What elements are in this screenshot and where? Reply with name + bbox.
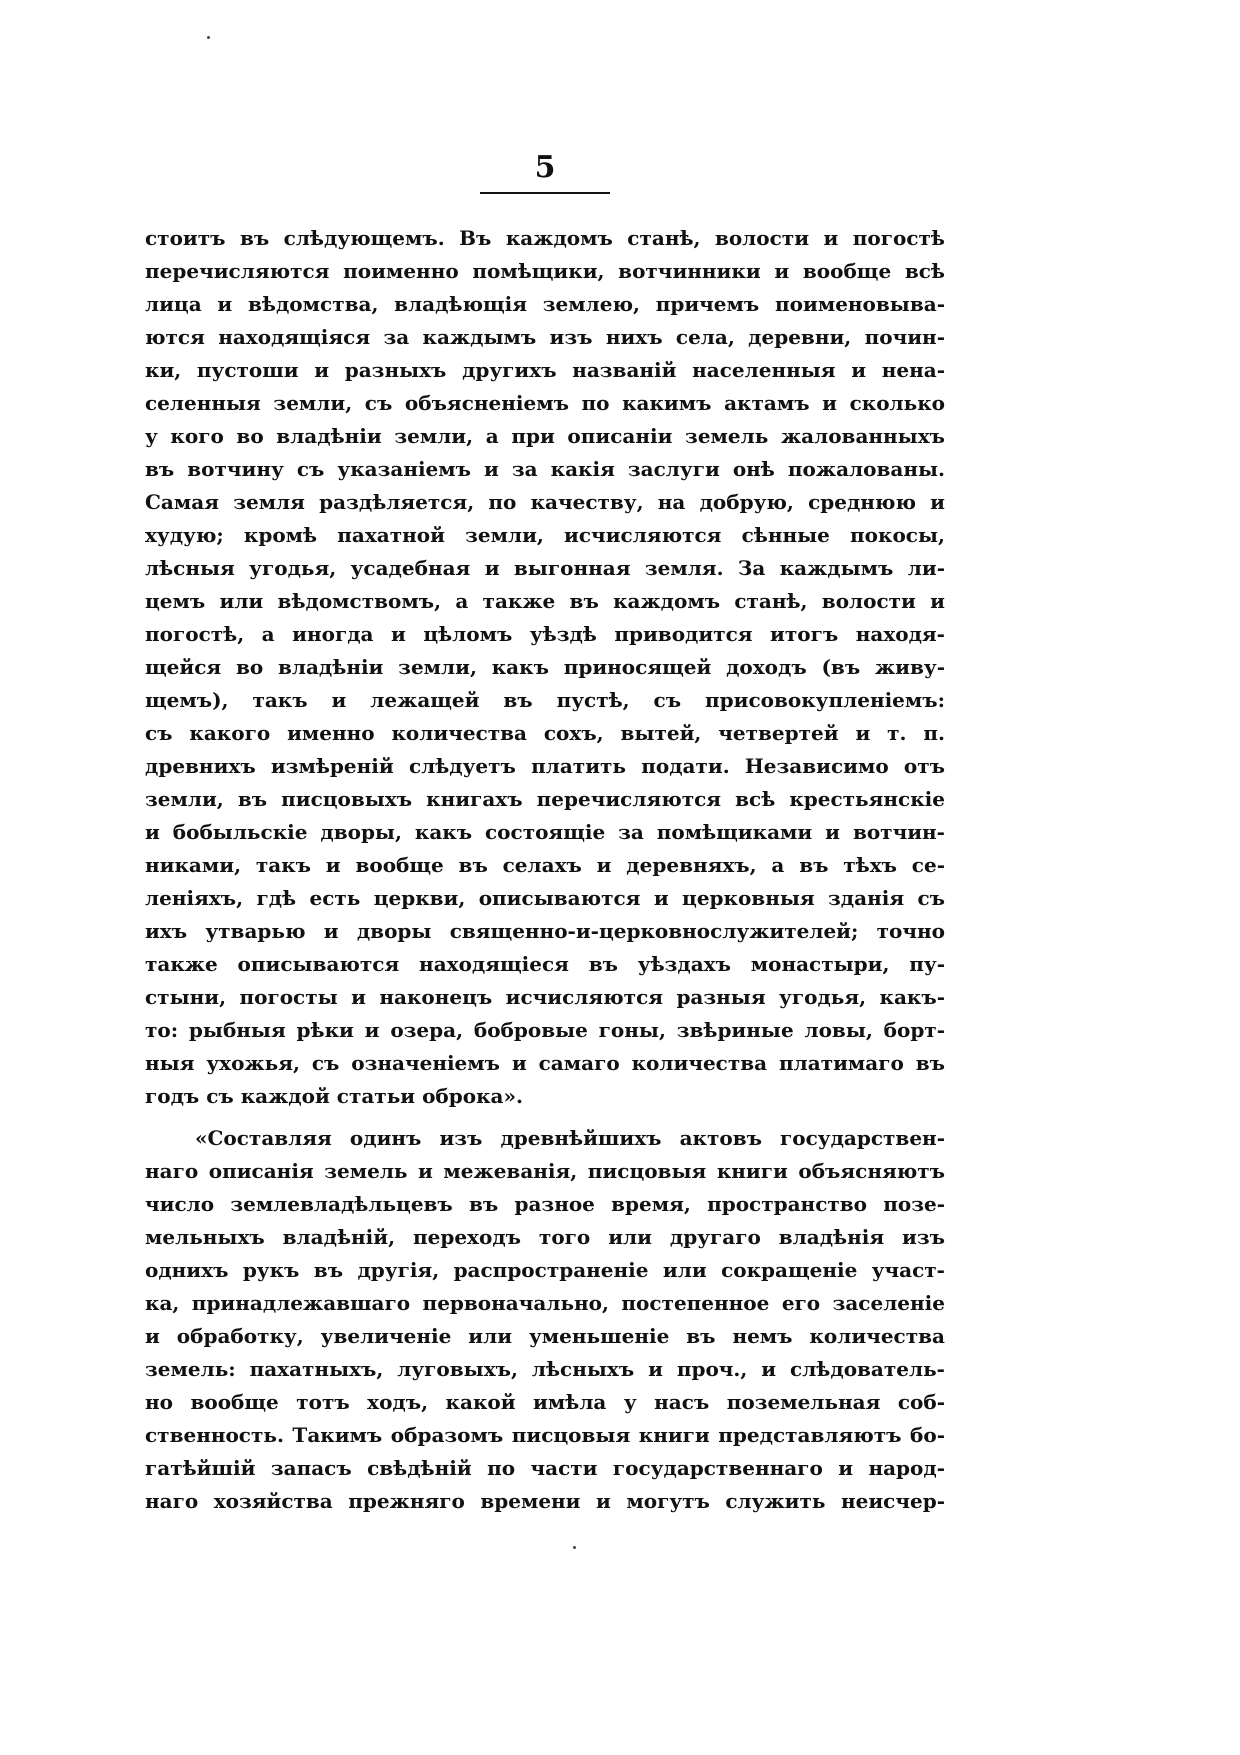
paragraph-1 — [145, 222, 945, 1113]
text-line: ются находящіяся за каждымъ изъ нихъ села, деревни, почин- — [145, 325, 945, 349]
text-line: щемъ), такъ и лежащей въ пустѣ, съ присовокупленіемъ: — [145, 688, 945, 712]
text-line: худую; кромѣ пахатной земли, исчисляются сѣнные покосы, — [145, 523, 945, 547]
text-line: древнихъ измѣреній слѣдуетъ платить подати. Независимо отъ — [145, 754, 945, 778]
text-line: наго хозяйства прежняго времени и могутъ служить неисчер- — [145, 1489, 945, 1513]
text-line: лѣсныя угодья, усадебная и выгонная земля. За каждымъ ли- — [145, 556, 945, 580]
text-line: стоитъ въ слѣдующемъ. Въ каждомъ станѣ, волости и погостѣ — [145, 226, 945, 250]
text-line: никами, такъ и вообще въ селахъ и деревняхъ, а въ тѣхъ се- — [145, 853, 945, 877]
text-line: ственность. Такимъ образомъ писцовыя книги представляютъ бо- — [145, 1423, 945, 1447]
print-speck — [207, 36, 210, 39]
text-line: леніяхъ, гдѣ есть церкви, описываются и церковныя зданія съ — [145, 886, 945, 910]
text-line: цемъ или вѣдомствомъ, а также въ каждомъ станѣ, волости и — [145, 589, 945, 613]
page-number: 5 — [534, 150, 556, 185]
body-text — [145, 222, 945, 1518]
text-line: ихъ утварью и дворы священно-и-церковнослужителей; точно — [145, 919, 945, 943]
text-line: Самая земля раздѣляется, по качеству, на добрую, среднюю и — [145, 490, 945, 514]
text-line: стыни, погосты и наконецъ исчисляются разныя угодья, какъ- — [145, 985, 945, 1009]
page-number-rule — [480, 192, 610, 194]
print-speck — [573, 1546, 576, 1549]
text-line: ки, пустоши и разныхъ другихъ названій населенныя и нена- — [145, 358, 945, 382]
text-line: годъ съ каждой статьи оброка». — [145, 1084, 523, 1108]
text-line: и бобыльскіе дворы, какъ состоящіе за помѣщиками и вотчин- — [145, 820, 945, 844]
text-line: у кого во владѣніи земли, а при описаніи земель жалованныхъ — [145, 424, 945, 448]
text-line: гатѣйшій запасъ свѣдѣній по части государственнаго и народ- — [145, 1456, 945, 1480]
text-line: «Составляя одинъ изъ древнѣйшихъ актовъ государствен- — [195, 1126, 945, 1150]
text-line: но вообще тотъ ходъ, какой имѣла у насъ поземельная соб- — [145, 1390, 945, 1414]
text-line: ка, принадлежавшаго первоначально, постепенное его заселеніе — [145, 1291, 945, 1315]
text-line: наго описанія земель и межеванія, писцовыя книги объясняютъ — [145, 1159, 945, 1183]
text-line: также описываются находящіеся въ уѣздахъ монастыри, пу- — [145, 952, 945, 976]
text-line: въ вотчину съ указаніемъ и за какія заслуги онѣ пожалованы. — [145, 457, 945, 481]
text-line: земель: пахатныхъ, луговыхъ, лѣсныхъ и проч., и слѣдователь- — [145, 1357, 945, 1381]
text-line: погостѣ, а иногда и цѣломъ уѣздѣ приводится итогъ находя- — [145, 622, 945, 646]
text-line: то: рыбныя рѣки и озера, бобровые гоны, звѣриные ловы, борт- — [145, 1018, 945, 1042]
text-line: мельныхъ владѣній, переходъ того или другаго владѣнія изъ — [145, 1225, 945, 1249]
text-line: и обработку, увеличеніе или уменьшеніе въ немъ количества — [145, 1324, 945, 1348]
paragraph-gap — [145, 1113, 945, 1122]
text-line: перечисляются поименно помѣщики, вотчинники и вообще всѣ — [145, 259, 945, 283]
text-line: однихъ рукъ въ другія, распространеніе или сокращеніе участ- — [145, 1258, 945, 1282]
text-line: съ какого именно количества сохъ, вытей, четвертей и т. п. — [145, 721, 945, 745]
paragraph-2 — [145, 1122, 945, 1518]
text-line: число землевладѣльцевъ въ разное время, пространство позе- — [145, 1192, 945, 1216]
text-line: земли, въ писцовыхъ книгахъ перечисляются всѣ крестьянскіе — [145, 787, 945, 811]
text-line: щейся во владѣніи земли, какъ приносящей доходъ (въ живу- — [145, 655, 945, 679]
text-line: лица и вѣдомства, владѣющія землею, причемъ поименовыва- — [145, 292, 945, 316]
text-line: селенныя земли, съ объясненіемъ по какимъ актамъ и сколько — [145, 391, 945, 415]
text-line: ныя ухожья, съ означеніемъ и самаго количества платимаго въ — [145, 1051, 945, 1075]
